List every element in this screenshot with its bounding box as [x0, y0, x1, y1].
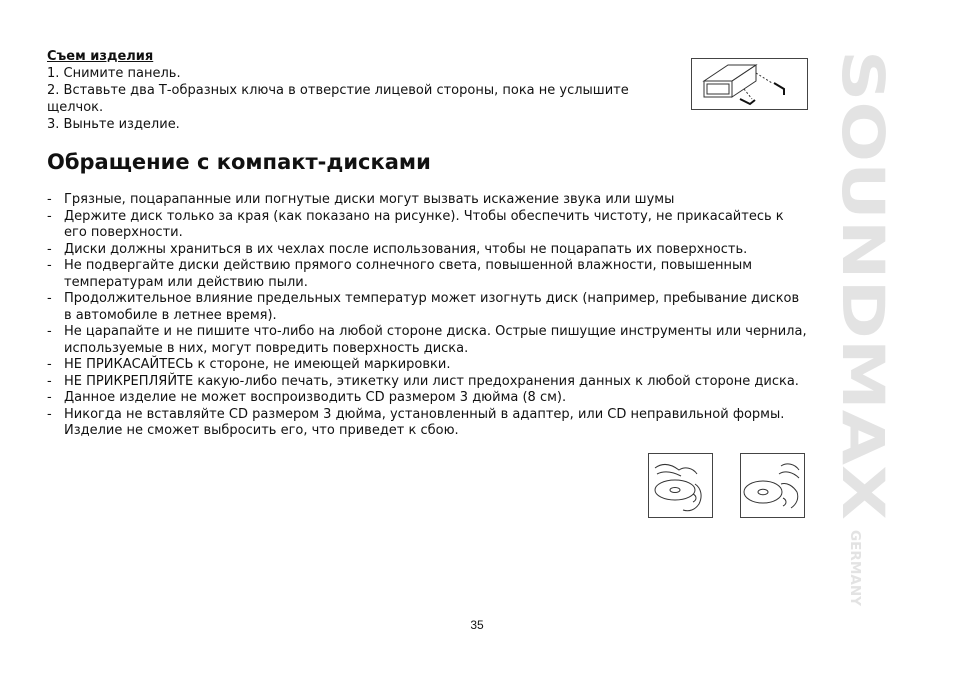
bullet-marker: -: [47, 291, 52, 306]
list-item-text: Продолжительное влияние предельных температур может изогнуть диск (например, пребывание дисков в автомобиле в летнее время).: [64, 291, 800, 323]
list-item-text: НЕ ПРИКРЕПЛЯЙТЕ какую-либо печать, этикетку или лист предохранения данных к любой стороне диска.: [64, 373, 799, 389]
brand-sub: GERMANY: [847, 530, 862, 603]
list-item: [47, 374, 807, 391]
bullet-marker: -: [47, 406, 52, 422]
list-item-text: Не подвергайте диски действию прямого солнечного света, повышенной влажности, повышенным температурам или действию пыли.: [64, 258, 753, 290]
removal-section: [47, 48, 667, 133]
list-item: [47, 390, 807, 407]
section-heading: Обращение с компакт-дисками: [47, 150, 431, 174]
bullet-marker: -: [47, 373, 52, 389]
list-item-text: Не царапайте и не пишите что-либо на любой стороне диска. Острые пишущие инструменты или чернила, используемые в них, могут повредить поверхность диска.: [64, 324, 807, 356]
bullet-marker: -: [47, 390, 52, 405]
list-item-text: Диски должны храниться в их чехлах после использования, чтобы не поцарапать их поверхность.: [64, 241, 748, 257]
cd-hold-illustration-2: [740, 453, 805, 518]
panel-removal-illustration: [691, 58, 808, 110]
list-item: [47, 324, 807, 357]
list-item: [47, 192, 807, 209]
bullet-marker: -: [47, 258, 52, 273]
brand-name: SOUNDMAX: [835, 50, 897, 433]
bullet-marker: -: [47, 241, 52, 257]
brand-watermark: [835, 48, 905, 608]
bullet-marker: -: [47, 208, 52, 224]
soundmax-logo: [835, 48, 905, 608]
hand-holding-disc-drawing: [649, 454, 712, 517]
removal-title: Съем изделия: [47, 49, 154, 64]
list-item-text: Грязные, поцарапанные или погнутые диски могут вызвать искажение звука или шумы: [64, 192, 675, 207]
fingers-holding-disc-drawing: [741, 454, 804, 517]
list-item: [47, 258, 807, 291]
list-item: [47, 291, 807, 324]
bullet-marker: -: [47, 192, 52, 207]
list-item: [47, 407, 807, 440]
list-item-text: Данное изделие не может воспроизводить CD размером 3 дюйма (8 см).: [64, 390, 567, 405]
removal-step: 3. Выньте изделие.: [47, 117, 180, 132]
list-item: [47, 242, 807, 259]
list-item: [47, 209, 807, 242]
list-item-text: Держите диск только за края (как показано на рисунке). Чтобы обеспечить чистоту, не прикасайтесь к его поверхности.: [64, 208, 784, 240]
removal-step: 2. Вставьте два Т-образных ключа в отверстие лицевой стороны, пока не услышите щелчок.: [47, 83, 629, 115]
panel-keys-drawing: [692, 59, 807, 109]
cd-hold-illustration-1: [648, 453, 713, 518]
care-list: [47, 192, 807, 440]
removal-step: 1. Снимите панель.: [47, 66, 181, 81]
list-item: [47, 357, 807, 374]
page-number: 35: [470, 618, 484, 632]
bullet-marker: -: [47, 324, 52, 339]
list-item-text: Никогда не вставляйте CD размером 3 дюйма, установленный в адаптер, или CD неправильной формы. Изделие не сможет выбросить его, что приведет к сбою.: [64, 406, 785, 438]
bullet-marker: -: [47, 357, 52, 372]
list-item-text: НЕ ПРИКАСАЙТЕСЬ к стороне, не имеющей маркировки.: [64, 357, 451, 372]
